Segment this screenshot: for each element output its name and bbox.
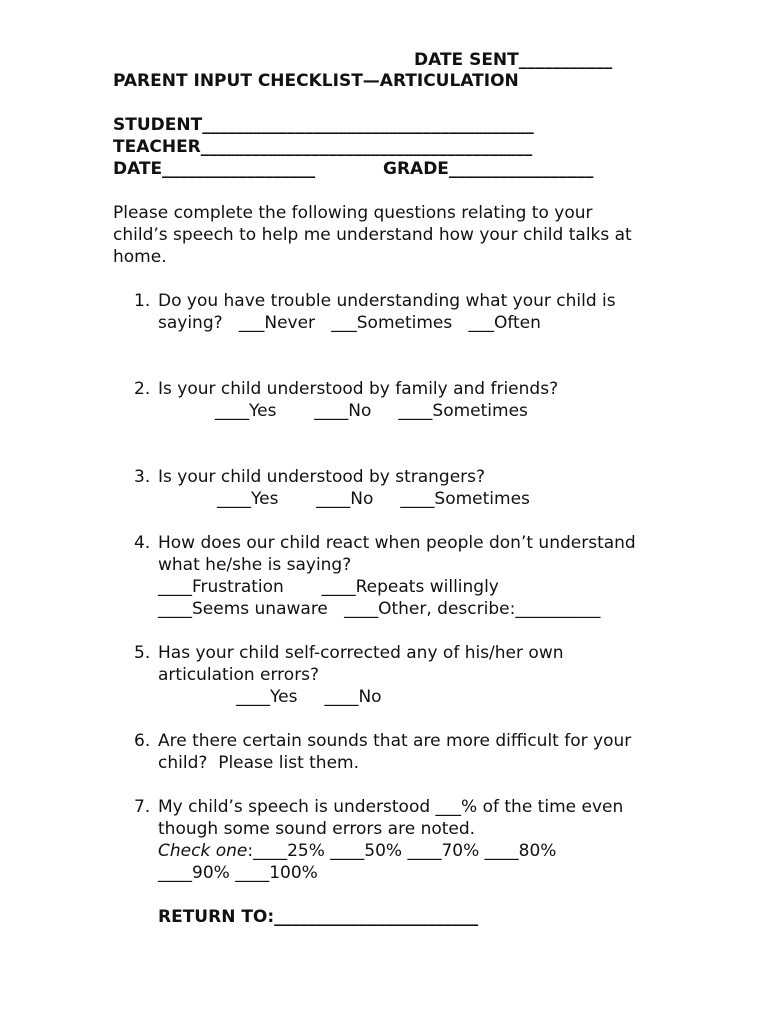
q5-text: Has your child self-corrected any of his/her own [158, 643, 564, 663]
q7-check-options[interactable]: :____25% ____50% ____70% ____80% [247, 841, 557, 861]
q4-options-2[interactable]: ____Seems unaware ____Other, describe:__________ [158, 599, 601, 619]
student-field[interactable]: STUDENT_______________________________________ [113, 115, 534, 135]
q2-number: 2. [134, 379, 151, 399]
q3-number: 3. [134, 467, 151, 487]
q5-options[interactable]: ____Yes ____No [236, 687, 382, 707]
q1-text: Do you have trouble understanding what your child is [158, 291, 616, 311]
q7-check-row[interactable] [158, 840, 556, 862]
q7-text-2: though some sound errors are noted. [158, 819, 476, 839]
q4-options-1[interactable]: ____Frustration ____Repeats willingly [158, 577, 499, 597]
intro-line-1: Please complete the following questions relating to your [113, 203, 593, 223]
page-title: PARENT INPUT CHECKLIST—ARTICULATION [113, 71, 519, 91]
q5-number: 5. [134, 643, 151, 663]
q7-text[interactable]: My child’s speech is understood ___% of the time even [158, 797, 624, 817]
q1-number: 1. [134, 291, 151, 311]
q4-text-2: what he/she is saying? [158, 555, 352, 575]
grade-field[interactable]: GRADE_________________ [383, 159, 594, 179]
q2-text: Is your child understood by family and friends? [158, 379, 559, 399]
q7-check-label: Check one [158, 841, 248, 861]
date-field[interactable]: DATE__________________ [113, 159, 316, 179]
q6-text-2: child? Please list them. [158, 753, 359, 773]
date-sent-field[interactable]: DATE SENT___________ [414, 50, 613, 70]
intro-line-3: home. [113, 247, 167, 267]
teacher-field[interactable]: TEACHER_______________________________________ [113, 137, 533, 157]
q2-options[interactable]: ____Yes ____No ____Sometimes [215, 401, 528, 421]
q6-text: Are there certain sounds that are more difficult for your [158, 731, 632, 751]
intro-line-2: child’s speech to help me understand how your child talks at [113, 225, 632, 245]
q7-number: 7. [134, 797, 151, 817]
q4-number: 4. [134, 533, 151, 553]
q5-text-2: articulation errors? [158, 665, 320, 685]
q4-text: How does our child react when people don’t understand [158, 533, 636, 553]
q7-check-options-2[interactable]: ____90% ____100% [158, 863, 318, 883]
q3-text: Is your child understood by strangers? [158, 467, 486, 487]
q1-options[interactable]: saying? ___Never ___Sometimes ___Often [158, 313, 541, 333]
q3-options[interactable]: ____Yes ____No ____Sometimes [217, 489, 530, 509]
return-to-field[interactable]: RETURN TO:________________________ [158, 907, 479, 927]
q6-number: 6. [134, 731, 151, 751]
